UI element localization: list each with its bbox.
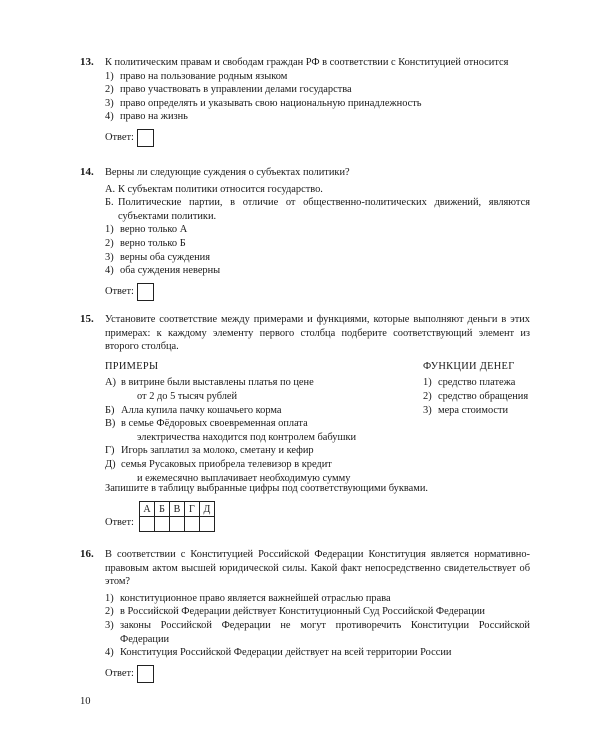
answer-table-header <box>139 502 214 517</box>
question-number: 14. <box>80 166 94 178</box>
table-header-g: Г <box>184 502 199 517</box>
question-14 <box>80 166 530 301</box>
answer-box[interactable] <box>137 665 154 683</box>
answer-cell-d[interactable] <box>199 517 214 532</box>
table-header-d: Д <box>199 502 214 517</box>
table-header-v: В <box>169 502 184 517</box>
question-number: 13. <box>80 56 94 68</box>
question-text: Установите соответствие между примерами и функциями, которые выполняют деньги в этих примерах: к каждому элементу первого столбца подберите соответствующий элемент из второго столбца. <box>105 314 530 353</box>
functions-column <box>423 360 553 417</box>
answer-row <box>105 665 530 683</box>
answer-row <box>105 501 530 532</box>
answer-row <box>105 283 530 301</box>
question-16 <box>80 548 530 683</box>
answer-table <box>139 501 215 532</box>
option-4[interactable]: 4) оба суждения неверны <box>105 265 221 277</box>
judgment-a: А. К субъектам политики относится государство. <box>105 183 323 195</box>
option-2[interactable]: 2) верно только Б <box>105 237 186 249</box>
examples-header: ПРИМЕРЫ <box>105 360 159 372</box>
option-3[interactable]: 3) право определять и указывать свою национальную принадлежность <box>105 97 422 109</box>
option-1[interactable]: 1) верно только А <box>105 224 188 236</box>
table-instruction: Запишите в таблицу выбранные цифры под соответствующими буквами. <box>105 482 429 494</box>
answer-label: Ответ: <box>105 285 134 297</box>
option-4[interactable]: 4) Конституция Российской Федерации действует на всей территории России <box>105 647 452 659</box>
answer-table-cells <box>139 517 214 532</box>
option-2[interactable]: 2) право участвовать в управлении делами государства <box>105 84 352 96</box>
option-4[interactable]: 4) право на жизнь <box>105 111 188 123</box>
answer-cell-v[interactable] <box>169 517 184 532</box>
option-2[interactable]: 2) в Российской Федерации действует Конституционный Суд Российской Федерации <box>105 606 485 618</box>
question-number: 16. <box>80 548 94 560</box>
functions-header: ФУНКЦИИ ДЕНЕГ <box>423 360 515 372</box>
answer-cell-g[interactable] <box>184 517 199 532</box>
answer-box[interactable] <box>137 283 154 301</box>
example-v: В) в семье Фёдоровых своевременная оплата электричества находится под контролем бабушки <box>105 418 357 443</box>
question-text: К политическим правам и свободам граждан РФ в соответствии с Конституцией относится <box>105 57 509 68</box>
table-header-b: Б <box>154 502 169 517</box>
question-text: В соответствии с Конституцией Российской Федерации Конституция является нормативно-правовым актом высшей юридической силы. Какой факт непосредственно свидетельствует об этом? <box>105 549 530 588</box>
answer-cell-a[interactable] <box>139 517 154 532</box>
option-1[interactable]: 1) конституционное право является важнейшей отраслью права <box>105 592 391 604</box>
table-header-a: А <box>139 502 154 517</box>
option-3[interactable]: 3) верны оба суждения <box>105 251 210 263</box>
function-1: 1) средство платежа <box>423 377 516 389</box>
matching-columns <box>105 360 530 484</box>
page-number: 10 <box>80 696 91 707</box>
answer-row <box>105 129 530 147</box>
answer-box[interactable] <box>137 129 154 147</box>
question-number: 15. <box>80 313 94 325</box>
question-13 <box>80 56 530 147</box>
answer-label: Ответ: <box>105 516 134 528</box>
judgment-b: Б. Политические партии, в отличие от общественно-политических движений, являются субъектами политики. <box>105 197 530 222</box>
example-d: Д) семья Русаковых приобрела телевизор в кредит и ежемесячно выплачивает необходимую сумму <box>105 458 351 484</box>
option-1[interactable]: 1) право на пользование родным языком <box>105 70 288 82</box>
option-3[interactable]: 3) законы Российской Федерации не могут противоречить Конституции Российской Федерации <box>105 619 530 645</box>
answer-cell-b[interactable] <box>154 517 169 532</box>
function-3: 3) мера стоимости <box>423 404 509 416</box>
example-b: Б) Алла купила пачку кошачьего корма <box>105 404 282 416</box>
question-text: Верны ли следующие суждения о субъектах политики? <box>105 167 350 178</box>
example-g: Г) Игорь заплатил за молоко, сметану и кефир <box>105 445 314 457</box>
examples-column <box>105 360 405 485</box>
question-15 <box>80 313 530 532</box>
answer-label: Ответ: <box>105 667 134 679</box>
example-a: А) в витрине были выставлены платья по цене от 2 до 5 тысяч рублей <box>105 377 314 402</box>
function-2: 2) средство обращения <box>423 390 529 402</box>
answer-label: Ответ: <box>105 132 134 144</box>
